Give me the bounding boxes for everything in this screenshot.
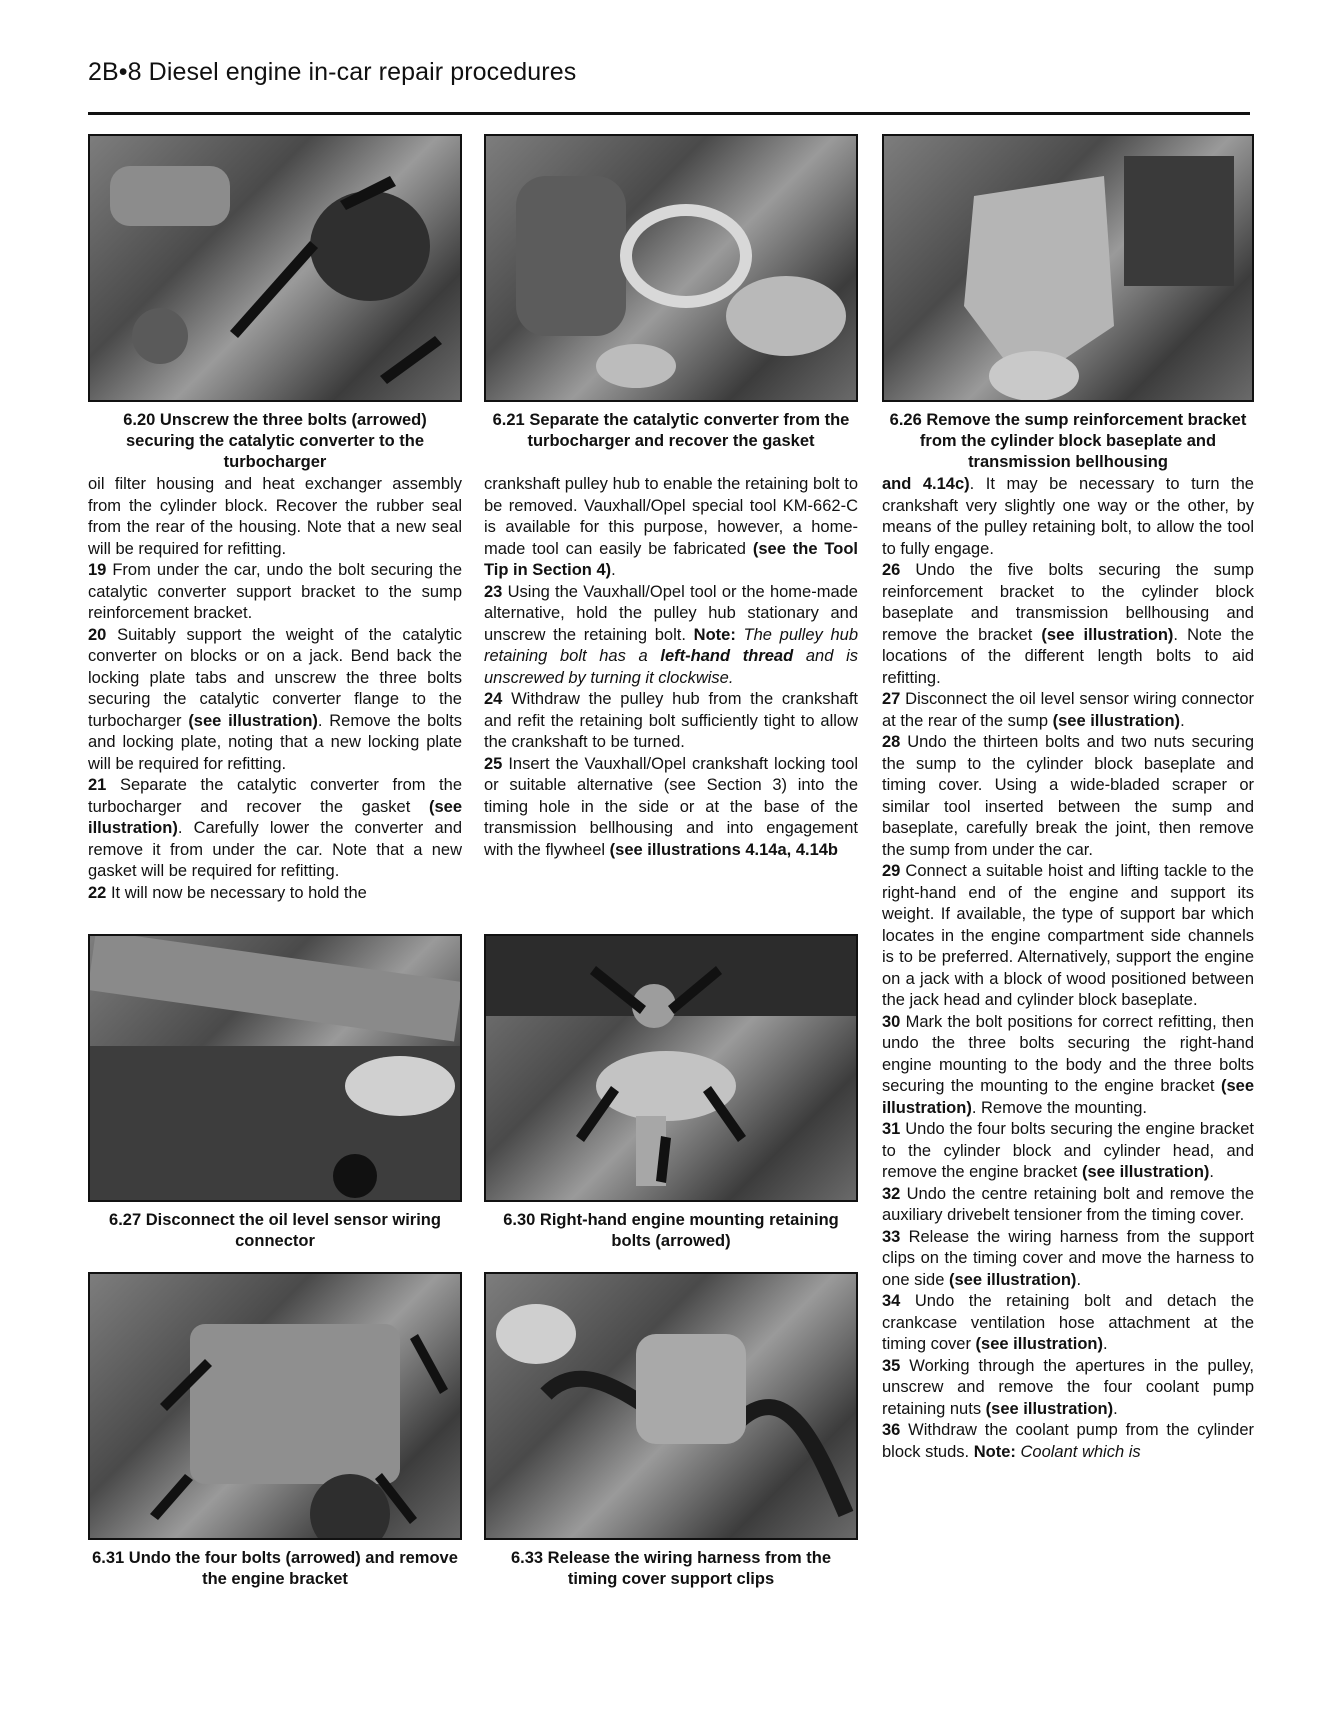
- engine-photo-icon: [486, 136, 856, 400]
- column-3-text: [882, 474, 1254, 1463]
- header-rule: [88, 112, 1250, 115]
- figure-6-31-photo: [88, 1272, 462, 1540]
- figure-6-27-photo: [88, 934, 462, 1202]
- column-1-text: [88, 474, 462, 904]
- step-19: 19 From under the car, undo the bolt securing the catalytic converter support bracket to the sump reinforcement bracket.: [88, 561, 462, 622]
- figure-6-33-caption: 6.33 Release the wiring harness from the timing cover support clips: [510, 1549, 832, 1588]
- engine-photo-icon: [90, 1274, 460, 1538]
- engine-photo-icon: [486, 936, 856, 1200]
- step-25: 25 Insert the Vauxhall/Opel crankshaft locking tool or suitable alternative (see Section 3) into the timing hole in the side or at the base of the transmission bellhousing and into engagement with the flywheel (see illustrations 4.14a, 4.14b: [484, 754, 858, 859]
- figure-6-20-caption: 6.20 Unscrew the three bolts (arrowed) securing the catalytic converter to the turbocharger: [123, 411, 427, 471]
- page-header: 2B•8 Diesel engine in-car repair procedures: [88, 58, 577, 86]
- step-20: 20 Suitably support the weight of the catalytic converter on blocks or on a jack. Bend back the locking plate tabs and unscrew the three bolts securing the catalytic converter flange to the turbocharger (see illustration). Remove the bolts and locking plate, noting that a new locking plate will be required for refitting.: [88, 625, 462, 773]
- step-26: 26 Undo the five bolts securing the sump reinforcement bracket to the cylinder block baseplate and transmission bellhousing and remove the bracket (see illustration). Note the locations of the different length bolts to aid refitting.: [882, 561, 1254, 687]
- step-31: 31 Undo the four bolts securing the engine bracket to the cylinder block and cylinder head, and remove the engine bracket (see illustration).: [882, 1120, 1255, 1181]
- step-36: 36 Withdraw the coolant pump from the cylinder block studs. Note: Coolant which is: [882, 1421, 1254, 1461]
- step-27: 27 Disconnect the oil level sensor wiring connector at the rear of the sump (see illustration).: [882, 690, 1254, 730]
- engine-photo-icon: [486, 1274, 856, 1538]
- engine-photo-icon: [884, 136, 1252, 400]
- step-29: 29 Connect a suitable hoist and lifting tackle to the right-hand end of the engine and support its weight. If available, the type of support bar which locates in the engine compartment side channels is to be preferred. Alternatively, support the engine on a jack with a block of wood positioned between the jack head and cylinder block baseplate.: [882, 862, 1254, 1009]
- step-23: 23 Using the Vauxhall/Opel tool or the home-made alternative, hold the pulley hub stationary and unscrew the retaining bolt. Note: The pulley hub retaining bolt has a left-hand thread and is unscrewed by turning it clockwise.: [484, 582, 858, 687]
- figure-6-21-caption: 6.21 Separate the catalytic converter from the turbocharger and recover the gasket: [492, 411, 850, 450]
- step-24: 24 Withdraw the pulley hub from the crankshaft and refit the retaining bolt sufficiently tight to allow the crankshaft to be turned.: [484, 690, 858, 751]
- figure-6-20-photo: [88, 134, 462, 402]
- column-2-text: [484, 474, 858, 861]
- step-22: 22 It will now be necessary to hold the: [88, 883, 367, 902]
- figure-6-26-caption: 6.26 Remove the sump reinforcement bracket from the cylinder block baseplate and transmission bellhousing: [889, 411, 1247, 471]
- figure-6-33-photo: [484, 1272, 858, 1540]
- step-21: 21 Separate the catalytic converter from the turbocharger and recover the gasket (see illustration). Carefully lower the converter and remove it from under the car. Note that a new gasket will be required for refitting.: [88, 776, 462, 880]
- engine-photo-icon: [90, 936, 460, 1200]
- figure-6-26-photo: [882, 134, 1254, 402]
- paragraph: and 4.14c). It may be necessary to turn the crankshaft very slightly one way or the other, by means of the pulley retaining bolt, to allow the tool to fully engage.: [882, 475, 1254, 558]
- step-30: 30 Mark the bolt positions for correct refitting, then undo the three bolts securing the right-hand engine mounting to the body and the three bolts securing the mounting to the engine bracket (see illustration). Remove the mounting.: [882, 1012, 1254, 1117]
- figure-6-21-photo: [484, 134, 858, 402]
- step-34: 34 Undo the retaining bolt and detach the crankcase ventilation hose attachment at the timing cover (see illustration).: [882, 1292, 1254, 1353]
- figure-6-30-caption: 6.30 Right-hand engine mounting retaining bolts (arrowed): [503, 1211, 839, 1250]
- step-28: 28 Undo the thirteen bolts and two nuts securing the sump to the cylinder block baseplate and timing cover. Using a wide-bladed scraper or similar tool inserted between the sump and baseplate, carefully break the joint, then remove the sump from under the car.: [882, 733, 1254, 859]
- step-33: 33 Release the wiring harness from the support clips on the timing cover and move the harness to one side (see illustration).: [882, 1227, 1254, 1289]
- paragraph: crankshaft pulley hub to enable the retaining bolt to be removed. Vauxhall/Opel special tool KM-662-C is available for this purpose, however, a home-made tool can easily be fabricated (see the Tool Tip in Section 4).: [484, 475, 858, 579]
- engine-photo-icon: [90, 136, 460, 400]
- figure-6-27-caption: 6.27 Disconnect the oil level sensor wiring connector: [109, 1211, 441, 1250]
- paragraph: oil filter housing and heat exchanger assembly from the cylinder block. Recover the rubber seal from the rear of the housing. Note that a new seal will be required for refitting.: [88, 475, 462, 558]
- figure-6-31-caption: 6.31 Undo the four bolts (arrowed) and remove the engine bracket: [92, 1549, 458, 1588]
- step-32: 32 Undo the centre retaining bolt and remove the auxiliary drivebelt tensioner from the timing cover.: [882, 1184, 1254, 1224]
- figure-6-30-photo: [484, 934, 858, 1202]
- step-35: 35 Working through the apertures in the pulley, unscrew and remove the four coolant pump retaining nuts (see illustration).: [882, 1356, 1254, 1418]
